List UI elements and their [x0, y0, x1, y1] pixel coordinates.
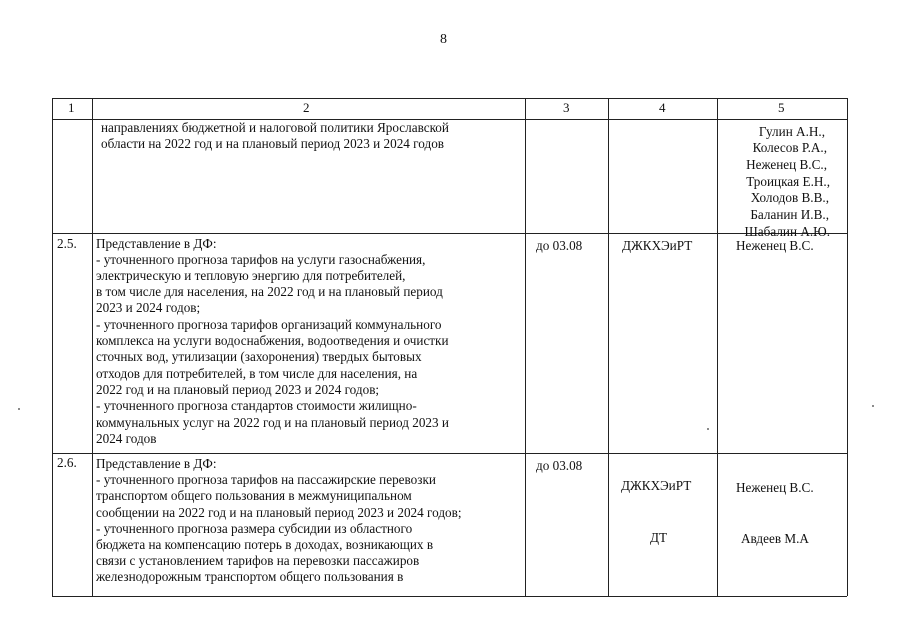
row-number-2-6: 2.6.	[57, 455, 77, 470]
row-2-6-deadline: до 03.08	[536, 458, 583, 473]
row-divider-2-6	[52, 453, 847, 454]
row-2-6-department-2: ДТ	[650, 530, 668, 545]
row-number-2-5: 2.5.	[57, 236, 77, 251]
text-line: сточных вод, утилизации (захоронения) твердых бытовых	[96, 349, 422, 364]
column-divider-2	[525, 98, 526, 596]
text-line: направлениях бюджетной и налоговой политики Ярославской	[101, 120, 449, 135]
text-line: электрическую и тепловую энергию для потребителей,	[96, 268, 406, 283]
text-line: области на 2022 год и на плановый период 2023 и 2024 годов	[101, 136, 445, 151]
text-line: 2022 год и на плановый период 2023 и 2024 годов;	[96, 382, 380, 397]
table-bottom-border	[52, 596, 847, 597]
text-line: комплекса на услуги водоснабжения, водоотведения и очистки	[96, 333, 449, 348]
column-divider-4	[717, 98, 718, 596]
text-line: сообщении на 2022 год и на плановый период 2023 и 2024 годов;	[96, 505, 462, 520]
text-line: - уточненного прогноза тарифов на пассажирские перевозки	[96, 472, 436, 487]
scan-speck	[872, 405, 874, 407]
text-line: в том числе для населения, на 2022 год и на плановый период	[96, 284, 443, 299]
text-line: - уточненного прогноза тарифов организаций коммунального	[96, 317, 442, 332]
row-2-6-executor-2: Авдеев М.А	[741, 531, 809, 546]
executor-name: Колесов Р.А.,	[752, 140, 827, 155]
text-line: связи с установлением тарифов на перевозки пассажиров	[96, 553, 420, 568]
executor-name: Троицкая Е.Н.,	[746, 174, 830, 189]
row-2-5-department: ДЖКХЭиРТ	[622, 238, 693, 253]
column-header-1: 1	[68, 100, 75, 115]
text-line: отходов для потребителей, в том числе для населения, на	[96, 366, 418, 381]
text-line: транспортом общего пользования в межмуниципальном	[96, 488, 412, 503]
table-left-border	[52, 98, 53, 596]
column-divider-1	[92, 98, 93, 596]
text-line: бюджета на компенсацию потерь в доходах, возникающих в	[96, 537, 434, 552]
row-2-5-deadline: до 03.08	[536, 238, 583, 253]
row-2-6-department-1: ДЖКХЭиРТ	[621, 478, 692, 493]
scan-speck	[707, 428, 709, 430]
text-line: Представление в ДФ:	[96, 456, 217, 471]
text-line: - уточненного прогноза тарифов на услуги газоснабжения,	[96, 252, 426, 267]
text-line: железнодорожным транспортом общего пользования в	[96, 569, 404, 584]
row-2-5-executor: Неженец В.С.	[736, 238, 814, 253]
text-line: коммунальных услуг на 2022 год и на плановый период 2023 и	[96, 415, 449, 430]
executor-name: Баланин И.В.,	[750, 207, 829, 222]
scan-speck	[18, 408, 20, 410]
column-header-2: 2	[303, 100, 310, 115]
column-divider-3	[608, 98, 609, 596]
text-line: 2023 и 2024 годов;	[96, 300, 201, 315]
text-line: - уточненного прогноза размера субсидии из областного	[96, 521, 413, 536]
row-divider-2-5	[52, 233, 847, 234]
page-number: 8	[440, 32, 447, 47]
column-header-3: 3	[563, 100, 570, 115]
text-line: - уточненного прогноза стандартов стоимости жилищно-	[96, 398, 417, 413]
column-header-4: 4	[659, 100, 666, 115]
executor-name: Гулин А.Н.,	[758, 124, 825, 139]
table-right-border	[847, 98, 848, 596]
executor-name: Шабалин А.Ю.	[744, 224, 830, 239]
text-line: 2024 годов	[96, 431, 157, 446]
executor-name: Холодов В.В.,	[750, 190, 829, 205]
table-top-border	[52, 98, 847, 99]
row-2-6-executor-1: Неженец В.С.	[736, 480, 814, 495]
text-line: Представление в ДФ:	[96, 236, 217, 251]
column-header-5: 5	[778, 100, 785, 115]
executor-name: Неженец В.С.,	[746, 157, 827, 172]
